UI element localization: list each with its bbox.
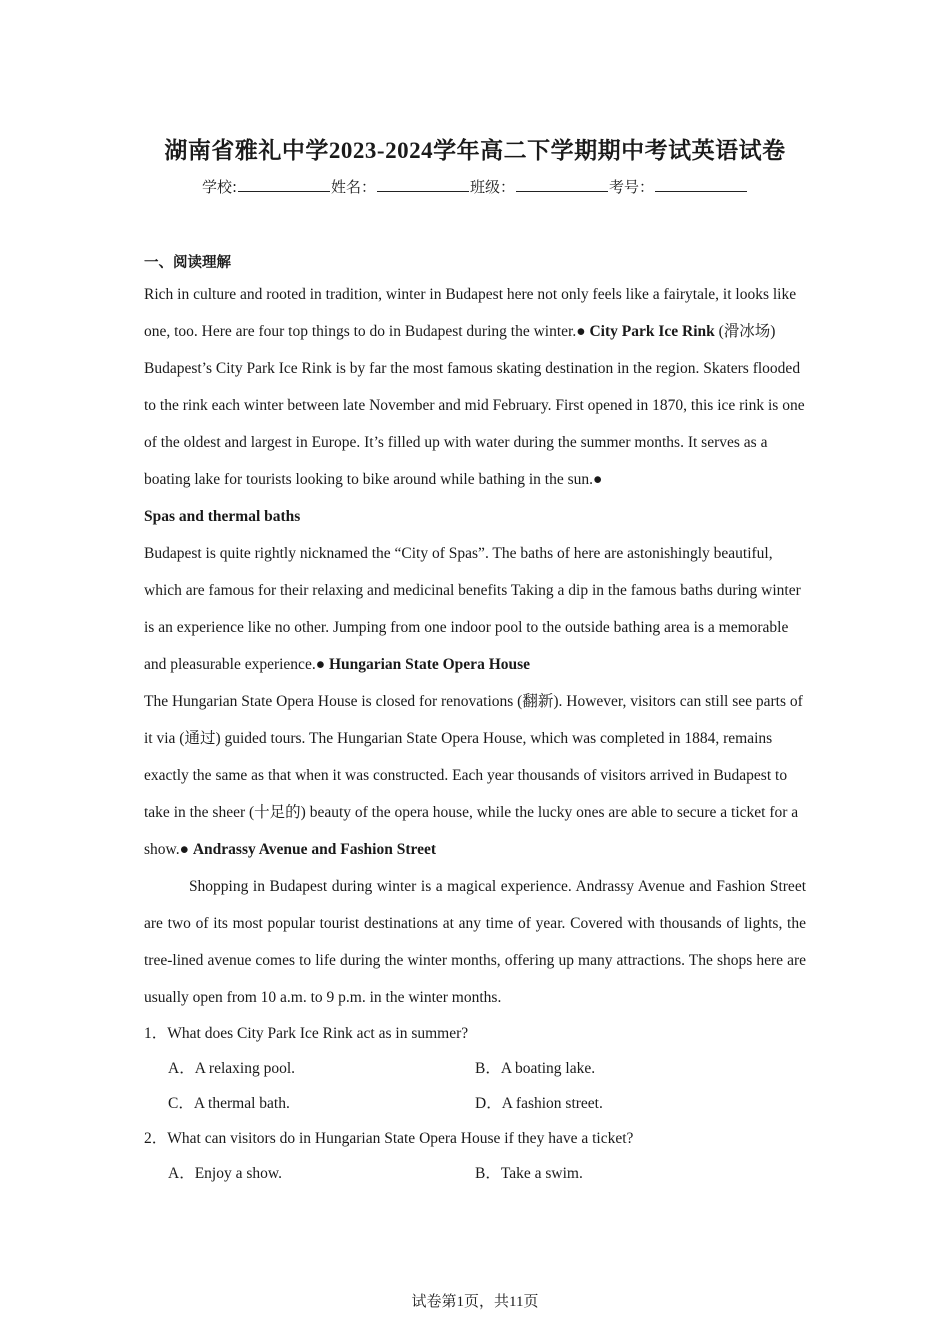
answer-option[interactable]: C．A thermal bath. [168,1095,290,1112]
class-label: 班级： [470,178,516,196]
answer-option[interactable]: A．A relaxing pool. [168,1060,295,1077]
ice-rink-text: Budapest’s City Park Ice Rink is by far the most famous skating destination in the region. Skaters flooded to the rink each winter between late November and mid February. First opened in 1870, this ice rink is one of the oldest and largest in Europe. It’s filled up with water during the summer months. It serves as a boating lake for tourists looking to bike around while bathing in the sun. [144,360,805,488]
bullet-4: ● [179,841,189,858]
number-blank [655,177,747,192]
name-blank [377,177,469,192]
answer-option[interactable]: D．A fashion street. [475,1095,603,1112]
class-blank [516,177,608,192]
page-footer: 试卷第1页，共11页 [411,1294,539,1310]
number-label: 考号： [609,178,655,196]
question-2-stem: 2．What can visitors do in Hungarian State Opera House if they have a ticket? [144,1130,634,1147]
question-1-stem: 1．What does City Park Ice Rink act as in summer? [144,1025,469,1042]
spas-text: Budapest is quite rightly nicknamed the “City of Spas”. The baths of here are astonishingly beautiful, which are famous for their relaxing and medicinal benefits Taking a dip in the famous baths during winter is an experience like no other. Jumping from one indoor pool to the outside bathing area is a memorable and pleasurable experience. [144,545,801,673]
page-content [144,250,806,1191]
answer-option[interactable]: A．Enjoy a show. [168,1165,282,1182]
school-label: 学校: [201,178,237,196]
question-2 [144,1121,806,1191]
bullet-3: ● [315,656,326,673]
heading-ice-rink-note: (滑冰场) [714,323,776,340]
name-label: 姓名： [331,178,377,196]
passage-spas [144,535,806,683]
bullet-2: ● [593,471,603,488]
passage-andrassy: Shopping in Budapest during winter is a magical experience. Andrassy Avenue and Fashion Street are two of its most popular tourist destinations at any time of year. Covered with thousands of lights, the tree-lined avenue comes to life during the winter months, offering up many attractions. The shops here are usually open from 10 a.m. to 9 p.m. in the winter months. [144,878,806,1006]
answer-option[interactable]: B．Take a swim. [475,1165,583,1182]
opera-text: The Hungarian State Opera House is closed for renovations (翻新). However, visitors can still see parts of it via (通过) guided tours. The Hungarian State Opera House, which was completed in 1884, remains exactly the same as that when it was constructed. Each year thousands of visitors arrived in Budapest to take in the sheer (十足的) beauty of the opera house, while the lucky ones are able to secure a ticket for a show. [144,693,803,858]
answer-option[interactable]: B．A boating lake. [475,1060,596,1077]
heading-opera: Hungarian State Opera House [328,656,531,673]
heading-andrassy: Andrassy Avenue and Fashion Street [192,841,437,858]
exam-title: 湖南省雅礼中学2023-2024学年高二下学期期中考试英语试卷 [164,138,786,163]
student-info-line [0,176,950,197]
question-2-options-row-1 [144,1156,806,1191]
question-1-options-row-1 [144,1051,806,1086]
bullet-1: ● [576,323,586,340]
question-1-options-row-2 [144,1086,806,1121]
section-heading: 一、阅读理解 [144,255,231,271]
passage-intro [144,276,806,350]
passage-ice-rink [144,350,806,535]
passage-opera [144,683,806,868]
heading-ice-rink: City Park Ice Rink [589,323,715,340]
question-1 [144,1016,806,1121]
intro-text: Rich in culture and rooted in tradition, winter in Budapest here not only feels like a fairytale, it looks like one, too. Here are four top things to do in Budapest during the winter. [144,286,797,340]
heading-spas: Spas and thermal baths [144,508,301,525]
school-blank [238,177,330,192]
